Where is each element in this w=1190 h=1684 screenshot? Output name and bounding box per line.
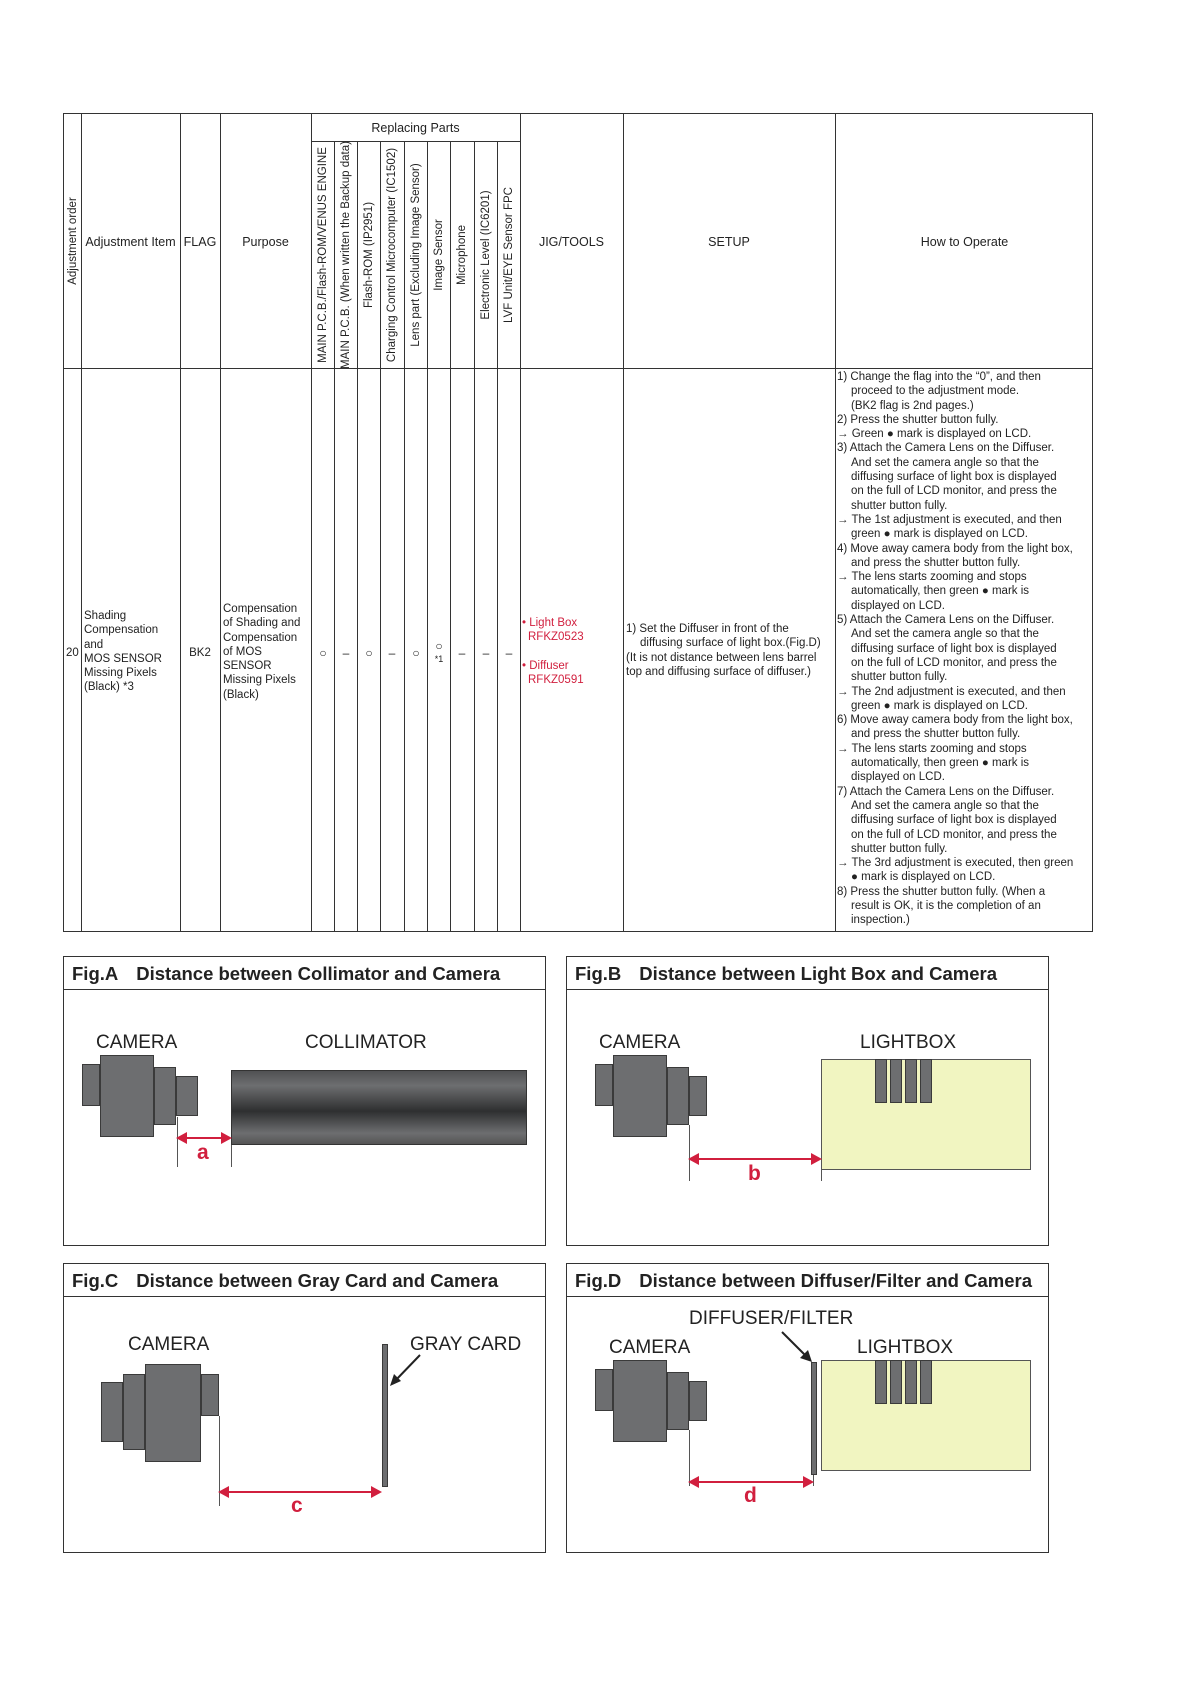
distance-c-arrow	[220, 1491, 380, 1493]
part-mark: –	[388, 646, 396, 660]
collimator-label: COLLIMATOR	[305, 1032, 427, 1053]
row-item: Shading Compensation and MOS SENSOR Missing Pixels (Black) *3	[84, 610, 162, 694]
figure-c-title: Fig.C Distance between Gray Card and Camera	[64, 1264, 545, 1297]
figure-b-title: Fig.B Distance between Light Box and Camera	[567, 957, 1048, 990]
figure-a	[63, 956, 546, 1246]
distance-d-letter: d	[744, 1484, 757, 1507]
camera-body	[613, 1055, 667, 1137]
distance-b-letter: b	[748, 1162, 761, 1185]
figure-d	[566, 1263, 1049, 1553]
part-mark: ○	[412, 646, 420, 660]
part-header: Flash-ROM (IP2951)	[363, 201, 375, 309]
camera-label: CAMERA	[128, 1334, 210, 1355]
part-header: LVF Unit/EYE Sensor FPC	[503, 187, 515, 323]
part-mark-note: *1	[434, 654, 444, 664]
header-purpose: Purpose	[242, 235, 289, 249]
camera-body	[100, 1055, 154, 1137]
part-mark: –	[458, 646, 466, 660]
part-header: MAIN P.C.B./Flash-ROM/VENUS ENGINE	[317, 147, 329, 363]
lightbox-label: LIGHTBOX	[857, 1337, 954, 1358]
camera-lens	[667, 1372, 689, 1430]
camera-label: CAMERA	[609, 1337, 691, 1358]
part-header: Electronic Level (IC6201)	[480, 190, 492, 320]
part-header: Image Sensor	[433, 219, 445, 291]
camera-shape	[595, 1369, 613, 1411]
camera-body	[613, 1360, 667, 1442]
part-header: Lens part (Excluding Image Sensor)	[410, 163, 422, 347]
camera-label: CAMERA	[96, 1032, 178, 1053]
figure-d-title: Fig.D Distance between Diffuser/Filter and Camera	[567, 1264, 1048, 1297]
row-purpose: Compensation of Shading and Compensation of MOS SENSOR Missing Pixels (Black)	[223, 603, 301, 701]
camera-lens	[154, 1067, 176, 1125]
pointer-arrow-icon	[780, 1330, 814, 1364]
header-setup: SETUP	[708, 235, 750, 249]
part-mark: –	[342, 646, 350, 660]
camera-lens	[667, 1067, 689, 1125]
row-tools: • Light Box RFKZ0523 • Diffuser RFKZ0591	[522, 617, 584, 686]
header-adjustment-order: Adjustment order	[67, 197, 79, 285]
pointer-arrow-icon	[388, 1352, 424, 1388]
header-replacing-parts: Replacing Parts	[371, 121, 460, 135]
part-mark: –	[505, 646, 513, 660]
part-mark: ○	[435, 639, 443, 653]
lightbox-label: LIGHTBOX	[860, 1032, 957, 1053]
adjustment-table	[63, 113, 1093, 932]
camera-lens-tip	[176, 1076, 198, 1116]
diffuser-shape	[811, 1362, 817, 1475]
distance-a-letter: a	[197, 1141, 209, 1164]
row-order: 20	[66, 647, 79, 659]
part-header: MAIN P.C.B. (When written the Backup data)	[340, 141, 352, 369]
camera-lens-tip	[689, 1076, 707, 1116]
camera-lens-tip	[101, 1382, 123, 1442]
part-mark: ○	[365, 646, 373, 660]
camera-shape	[201, 1374, 219, 1416]
row-how-to-operate: 1) Change the flag into the “0”, and then proceed to the adjustment mode. (BK2 flag is 2nd pages.) 2) Press the shutter button fully. → Green ● mark is displayed on LCD. 3) Attach the Camera Lens on the Diffuser. And set the camera angle so that the diffusing surface of light box is displayed on the full of LCD monitor, and press the shutter button fully. → The 1st adjustment is executed, and then green ● mark is displayed on LCD. 4) Move away camera body from the light box, and press the shutter button fully. → The lens starts zooming and stops automatically, then green ● mark is displayed on LCD. 5) Attach the Camera Lens on the Diffuser. And set the camera angle so that the diffusing surface of light box is displayed on the full of LCD monitor, and press the shutter button fully. → The 2nd adjustment is executed, and then green ● mark is displayed on LCD. 6) Move away camera body from the light box, and press the shutter button fully. → The lens starts zooming and stops automatically, then green ● mark is displayed on LCD. 7) Attach the Camera Lens on the Diffuser. And set the camera angle so that the diffusing surface of light box is displayed on the full of LCD monitor, and press the shutter button fully. → The 3rd adjustment is executed, then green ● mark is displayed on LCD. 8) Press the shutter button fully. (When a result is OK, it is the completion of an inspection.)	[837, 371, 1074, 927]
figure-a-title: Fig.A Distance between Collimator and Camera	[64, 957, 545, 990]
gray-card-label: GRAY CARD	[410, 1334, 522, 1355]
header-how-to-operate: How to Operate	[920, 235, 1009, 249]
header-jig-tools: JIG/TOOLS	[538, 235, 605, 249]
part-mark: ○	[319, 646, 327, 660]
distance-d-arrow	[690, 1481, 812, 1483]
figure-c	[63, 1263, 546, 1553]
camera-label: CAMERA	[599, 1032, 681, 1053]
camera-lens-tip	[689, 1381, 707, 1421]
camera-lens	[123, 1374, 145, 1450]
part-header: Microphone	[456, 224, 468, 286]
distance-c-letter: c	[291, 1494, 303, 1517]
header-flag: FLAG	[183, 235, 217, 249]
distance-b-arrow	[690, 1158, 820, 1160]
camera-body	[145, 1364, 201, 1462]
distance-a-arrow	[178, 1137, 230, 1139]
camera-shape	[82, 1064, 100, 1106]
collimator-shape	[231, 1070, 527, 1145]
row-setup: 1) Set the Diffuser in front of the diffusing surface of light box.(Fig.D) (It is not distance between lens barrel top and diffusing surface of diffuser.)	[626, 623, 821, 678]
header-adjustment-item: Adjustment Item	[85, 235, 176, 249]
camera-shape	[595, 1064, 613, 1106]
figure-b	[566, 956, 1049, 1246]
part-mark: –	[482, 646, 490, 660]
diffuser-filter-label: DIFFUSER/FILTER	[689, 1308, 854, 1329]
part-header: Charging Control Microcomputer (IC1502)	[386, 147, 398, 363]
row-flag: BK2	[189, 647, 211, 659]
